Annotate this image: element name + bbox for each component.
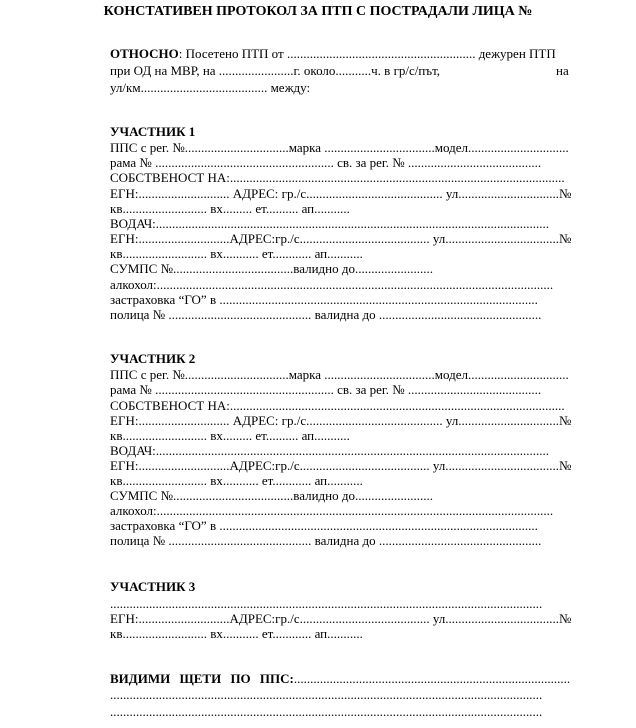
p2-insurance: застраховка “ГО” в .................................................................................................. (110, 518, 538, 533)
damage-line-1-fill: ..................................................................................... (293, 671, 571, 686)
otnosno-line-3: ул/км....................................... между: (110, 80, 311, 95)
otnosno-line-2-end: на (556, 63, 569, 78)
p2-owner: СОБСТВЕНОСТ НА:....................................................................................................... (110, 398, 565, 413)
participant-3-heading: УЧАСТНИК 3 (110, 579, 196, 594)
p2-driver-address-details: кв.......................... вх........... ет............ ап........... (110, 473, 363, 488)
p1-vehicle-reg: ППС с рег. №................................марка ..................................модел............................... (110, 140, 569, 155)
p2-owner-address-details: кв.......................... вх......... ет.......... ап........... (110, 428, 350, 443)
p1-driver: ВОДАЧ:......................................................................................................................... (110, 216, 550, 231)
otnosno-line-2: при ОД на МВР, на .......................г. около...........ч. в гр/с/път, (110, 63, 441, 78)
p2-license: СУМПС №.....................................валидно до........................ (110, 488, 433, 503)
p1-policy: полица № ............................................ валидна до .................................................. (110, 307, 542, 322)
p1-driver-address-details: кв.......................... вх........... ет............ ап........... (110, 246, 363, 261)
p3-blank-line: ..................................................................................................................................... (110, 596, 543, 611)
participant-2-heading: УЧАСТНИК 2 (110, 351, 196, 366)
p1-owner-egn-address: ЕГН:............................ АДРЕС: гр./с.......................................... ул...............................№ (110, 186, 572, 201)
document-title: КОНСТАТИВЕН ПРОТОКОЛ ЗА ПТП С ПОСТРАДАЛИ ЛИЦА № (103, 4, 533, 19)
p1-driver-egn-address: ЕГН:............................АДРЕС:гр./с........................................ ул...................................№ (110, 231, 572, 246)
damage-line-1 (110, 671, 570, 686)
p1-owner-address-details: кв.......................... вх......... ет.......... ап........... (110, 201, 350, 216)
damage-heading: ВИДИМИ ЩЕТИ ПО ППС: (110, 671, 294, 686)
participant-1-heading: УЧАСТНИК 1 (110, 124, 196, 139)
p1-insurance: застраховка “ГО” в .................................................................................................. (110, 292, 538, 307)
p1-alcohol: алкохол:.......................................................................................................................... (110, 277, 554, 292)
p2-owner-egn-address: ЕГН:............................ АДРЕС: гр./с.......................................... ул...............................№ (110, 413, 572, 428)
p2-driver-egn-address: ЕГН:............................АДРЕС:гр./с........................................ ул...................................№ (110, 458, 572, 473)
p1-license: СУМПС №.....................................валидно до........................ (110, 261, 433, 276)
otnosno-label: ОТНОСНО (110, 46, 179, 61)
p2-alcohol: алкохол:.......................................................................................................................... (110, 503, 554, 518)
p1-owner: СОБСТВЕНОСТ НА:....................................................................................................... (110, 170, 565, 185)
p1-frame: рама № ....................................................... св. за рег. № ......................................... (110, 155, 542, 170)
p3-egn-address: ЕГН:............................АДРЕС:гр./с........................................ ул...................................№ (110, 611, 572, 626)
damage-line-3: ..................................................................................................................................... (110, 704, 543, 719)
p2-frame: рама № ....................................................... св. за рег. № ......................................... (110, 382, 542, 397)
damage-line-2: ..................................................................................................................................... (110, 687, 543, 702)
otnosno-line-1-text: : Посетено ПТП от .......................................................... дежурен ПТП (178, 46, 556, 61)
p2-driver: ВОДАЧ:......................................................................................................................... (110, 443, 550, 458)
p2-vehicle-reg: ППС с рег. №................................марка ..................................модел............................... (110, 367, 569, 382)
otnosno-line-1 (110, 46, 556, 61)
p3-address-details: кв.......................... вх........... ет............ ап........... (110, 626, 363, 641)
p2-policy: полица № ............................................ валидна до .................................................. (110, 533, 542, 548)
